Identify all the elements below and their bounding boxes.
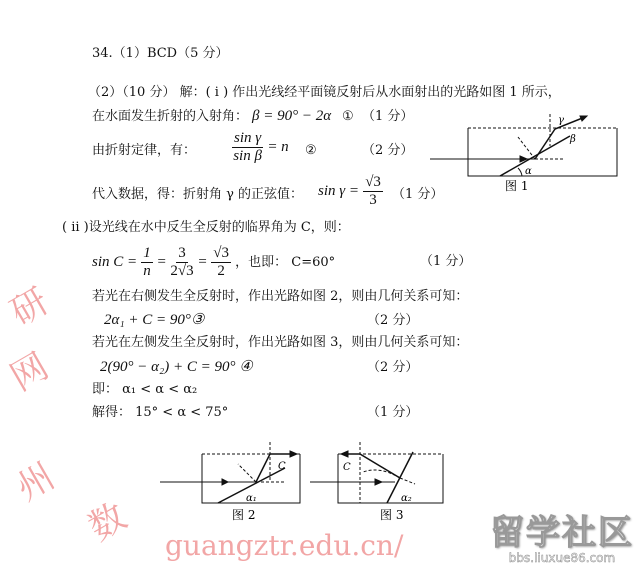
eq-number: ① [342, 109, 354, 124]
incidence-eq: β = 90° − 2α [252, 108, 332, 124]
label-C: C [278, 461, 286, 472]
figure-1 [430, 112, 630, 192]
eq4: 2(90° − α₂) + C = 90° ④ [100, 359, 253, 375]
law-label: 由折射定律，有： [92, 143, 197, 158]
figure-caption: 图 2 [232, 508, 256, 522]
left-side-text: 若光在左侧发生全反射时，作出光路如图 3，则由几何关系可知： [92, 335, 469, 350]
part1-answer: 34.（1）BCD（5 分） [92, 46, 229, 61]
fraction: $\frac{3}{2√3}$ [170, 245, 194, 279]
subst-label: 代入数据，得：折射角 γ 的正弦值： [92, 187, 304, 202]
score: （2 分） [367, 360, 419, 375]
label-beta: β [570, 134, 576, 145]
watermark-char: 数 [81, 495, 134, 550]
figure-3 [305, 440, 455, 525]
label-alpha: α [525, 166, 532, 177]
watermark-char: 州 [9, 455, 62, 510]
logo-url: bbs.liuxue86.com [508, 551, 616, 565]
score: （1 分） [392, 187, 444, 202]
label-alpha1: α₁ [246, 493, 257, 504]
watermark-char: 研 [3, 280, 56, 335]
fraction: $\frac{1}{n}$ [143, 245, 151, 279]
inequality: 即： α₁ < α < α₂ [92, 382, 198, 397]
label-C: C [343, 462, 351, 473]
site-logo [482, 515, 642, 567]
score: （1 分） [420, 254, 472, 269]
watermark-char: 网 [3, 345, 56, 400]
eq-number: ② [305, 143, 317, 158]
score: （2 分） [362, 143, 414, 158]
score: （2 分） [367, 313, 419, 328]
law-eq: $\frac{\text{sin γ}}{\text{sin β}}$ = n [233, 130, 289, 164]
label-gamma: γ [558, 115, 564, 126]
figure-2 [160, 440, 310, 525]
fraction: $\frac{\text{sin γ}}{\text{sin β}}$ [233, 130, 262, 164]
incidence-label: 在水面发生折射的入射角： [92, 109, 249, 124]
figure-caption: 图 1 [505, 179, 529, 192]
score: （1 分） [367, 405, 419, 420]
right-side-text: 若光在右侧发生全反射时，作出光路如图 2，则由几何关系可知： [92, 289, 469, 304]
part-ii-intro: ( ii )设光线在水中反生全反射的临界角为 C，则： [62, 220, 350, 235]
subst-eq: sin γ = $\frac{√3}{3}$ [318, 174, 381, 208]
label-alpha2: α₂ [401, 493, 412, 504]
part2-intro: （2）（10 分） 解：( i ) 作出光线经平面镜反射后从水面射出的光路如图 1 所示， [88, 85, 561, 100]
fraction: $\frac{√3}{3}$ [365, 174, 381, 208]
figure-caption: 图 3 [380, 508, 404, 522]
watermark-url: guangztr.edu.cn/ [165, 529, 404, 562]
logo-title: 留学社区 [490, 513, 634, 553]
result: 解得： 15° < α < 75° [92, 405, 229, 420]
fraction: $\frac{√3}{2}$ [213, 245, 229, 279]
score: （1 分） [362, 109, 414, 124]
sinC-eq: sin C = $\frac{1}{n}$ = $\frac{3}{2√3}$ = $\frac{√3}{2}$ ，也即： C=60° [92, 245, 336, 279]
eq3: 2α₁ + C = 90°③ [104, 312, 205, 328]
